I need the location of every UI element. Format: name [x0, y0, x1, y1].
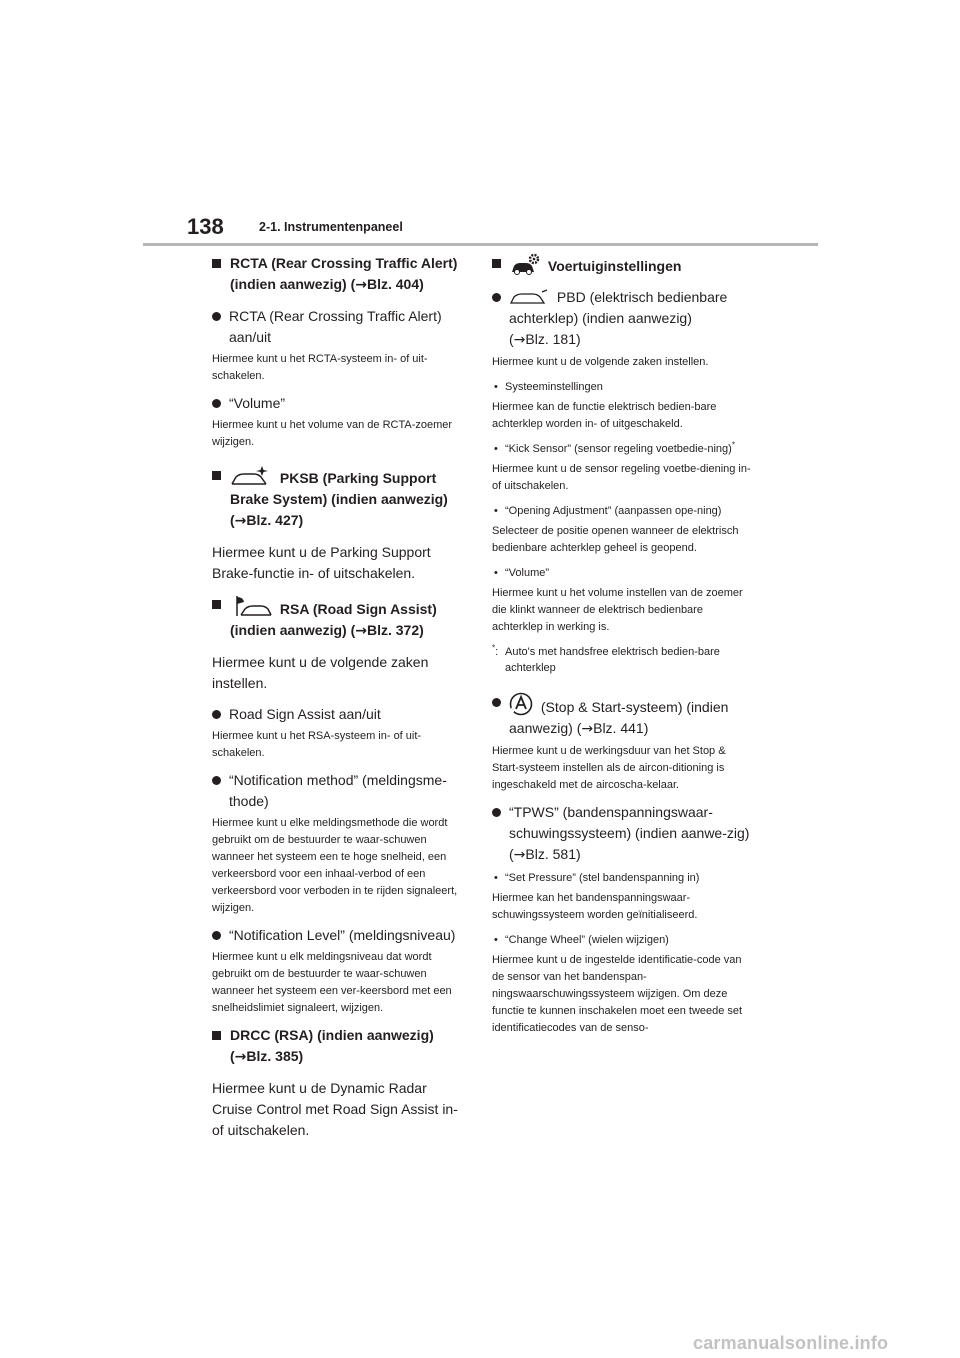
page-reference: Blz. 372): [366, 622, 424, 638]
rsa-heading: RSA (Road Sign Assist) (indien aanwezig) (→Blz. 372): [212, 594, 468, 642]
right-column: [492, 253, 754, 1045]
rsa-level-title: “Notification Level” (meldingsniveau): [212, 925, 468, 946]
pbd-title: PBD (elektrisch bedienbare achterklep) (indien aanwezig) (→Blz. 181): [492, 287, 754, 351]
round-bullet-icon: [212, 931, 221, 940]
pksb-heading: PKSB (Parking Support Brake System) (indien aanwezig) (→Blz. 427): [212, 465, 468, 532]
section-title: 2-1. Instrumentenpaneel: [259, 220, 403, 234]
tpws-item-change-wheel: • “Change Wheel” (wielen wijzigen): [494, 934, 669, 946]
page-reference: Blz. 427): [246, 512, 304, 528]
rcta-heading: RCTA (Rear Crossing Traffic Alert) (indien aanwezig) (→Blz. 404): [212, 253, 468, 296]
pbd-footnote: *: Auto's met handsfree elektrisch bedien-bare achterklep: [492, 643, 720, 674]
tpws-item-change-wheel-desc: Hiermee kunt u de ingestelde identificatie-code van de sensor van het bandenspan-ningswaarschuwingssysteem wijzigen. Om deze functie te kunnen inschakelen moet een tweede set identificatiecodes van de senso-: [492, 954, 743, 1034]
square-bullet-icon: [212, 471, 221, 480]
rsa-method-desc: Hiermee kunt u elke meldingsmethode die wordt gebruikt om de bestuurder te waar-schuwen wanneer het systeem een te hoge snelheid, een verkeersbord voor een inhaal-verbod of een verkeersbord voor verboden in te rijden signaleert, wijzigen.: [212, 817, 458, 914]
page-reference: Blz. 404): [366, 276, 424, 292]
power-back-door-car-icon: [509, 288, 549, 306]
round-bullet-icon: [212, 399, 221, 408]
rcta-volume-title: “Volume”: [212, 393, 468, 414]
rcta-onoff-title: RCTA (Rear Crossing Traffic Alert) aan/uit: [212, 306, 468, 348]
pbd-item-opening-desc: Selecteer de positie openen wanneer de elektrisch bedienbare achterklep geheel is geopend.: [492, 525, 739, 554]
round-bullet-icon: [212, 312, 221, 321]
watermark: carmanualsonline.info: [693, 1333, 889, 1353]
round-bullet-icon: [492, 698, 501, 707]
pbd-item-volume: • “Volume”: [494, 567, 550, 579]
pbd-item-kick-sensor-desc: Hiermee kunt u de sensor regeling voetbe-diening in- of uitschakelen.: [492, 463, 751, 492]
pbd-item-opening: • “Opening Adjustment” (aanpassen ope-ning): [494, 505, 722, 517]
footnote-mark: *: [731, 440, 735, 450]
rsa-level-desc: Hiermee kunt u elk meldingsniveau dat wordt gebruikt om de bestuurder te waar-schuwen wanneer het systeem een ver-keersbord met een snelheidslimiet signaleert, wijzigen.: [212, 951, 452, 1014]
tpws-item-set-pressure-desc: Hiermee kan het bandenspanningswaar-schuwingssysteem worden geïnitialiseerd.: [492, 892, 698, 921]
pbd-item-system: • Systeeminstellingen: [494, 381, 603, 393]
pbd-item-system-desc: Hiermee kan de functie elektrisch bedien-bare achterklep worden in- of uitgeschakeld.: [492, 401, 717, 430]
page-reference: Blz. 441): [593, 720, 649, 736]
tpws-item-set-pressure: • “Set Pressure” (stel bandenspanning in): [494, 872, 700, 884]
round-bullet-icon: [212, 710, 221, 719]
rcta-volume-desc: Hiermee kunt u het volume van de RCTA-zoemer wijzigen.: [212, 419, 453, 448]
drcc-body: Hiermee kunt u de Dynamic Radar Cruise Control met Road Sign Assist in- of uitschakelen.: [212, 1080, 458, 1138]
left-column: [212, 253, 468, 1151]
stop-start-title: (Stop & Start-systeem) (indien aanwezig) (→Blz. 441): [492, 692, 754, 740]
square-bullet-icon: [492, 259, 501, 268]
header-rule: [143, 243, 818, 246]
page-reference: Blz. 181): [525, 331, 581, 347]
car-gear-icon: [510, 253, 540, 275]
round-bullet-icon: [212, 776, 221, 785]
stop-start-icon: [509, 692, 533, 716]
rsa-onoff-desc: Hiermee kunt u het RSA-systeem in- of uit-schakelen.: [212, 730, 422, 759]
tpws-title: “TPWS” (bandenspanningswaar-schuwingssysteem) (indien aanwe-zig) (→Blz. 581): [492, 802, 754, 866]
stop-start-desc: Hiermee kunt u de werkingsduur van het Stop & Start-systeem instellen als de aircon-ditioning is ingeschakeld met de aircoscha-kelaar.: [492, 745, 726, 791]
square-bullet-icon: [212, 259, 221, 268]
rsa-method-title: “Notification method” (meldingsme-thode): [212, 770, 468, 812]
round-bullet-icon: [492, 293, 501, 302]
pbd-item-volume-desc: Hiermee kunt u het volume instellen van de zoemer die klinkt wanneer de elektrisch bedienbare achterklep in werking is.: [492, 587, 743, 633]
round-bullet-icon: [492, 808, 501, 817]
page-reference: Blz. 581): [525, 846, 581, 862]
rcta-onoff-desc: Hiermee kunt u het RCTA-systeem in- of uit-schakelen.: [212, 353, 428, 382]
pksb-body: Hiermee kunt u de Parking Support Brake-functie in- of uitschakelen.: [212, 544, 431, 581]
page-number: 138: [187, 214, 224, 239]
square-bullet-icon: [212, 600, 221, 609]
vehicle-settings-heading: Voertuiginstellingen: [492, 253, 754, 277]
pbd-desc: Hiermee kunt u de volgende zaken instellen.: [492, 356, 709, 368]
parking-brake-car-icon: [230, 465, 272, 487]
page-reference: Blz. 385): [246, 1048, 304, 1064]
square-bullet-icon: [212, 1031, 221, 1040]
rsa-body: Hiermee kunt u de volgende zaken instellen.: [212, 654, 429, 691]
road-sign-car-icon: [230, 594, 272, 618]
drcc-heading: DRCC (RSA) (indien aanwezig) (→Blz. 385): [212, 1025, 468, 1068]
pbd-item-kick-sensor: • “Kick Sensor” (sensor regeling voetbedie-ning)*: [494, 440, 735, 455]
rsa-onoff-title: Road Sign Assist aan/uit: [212, 704, 468, 725]
